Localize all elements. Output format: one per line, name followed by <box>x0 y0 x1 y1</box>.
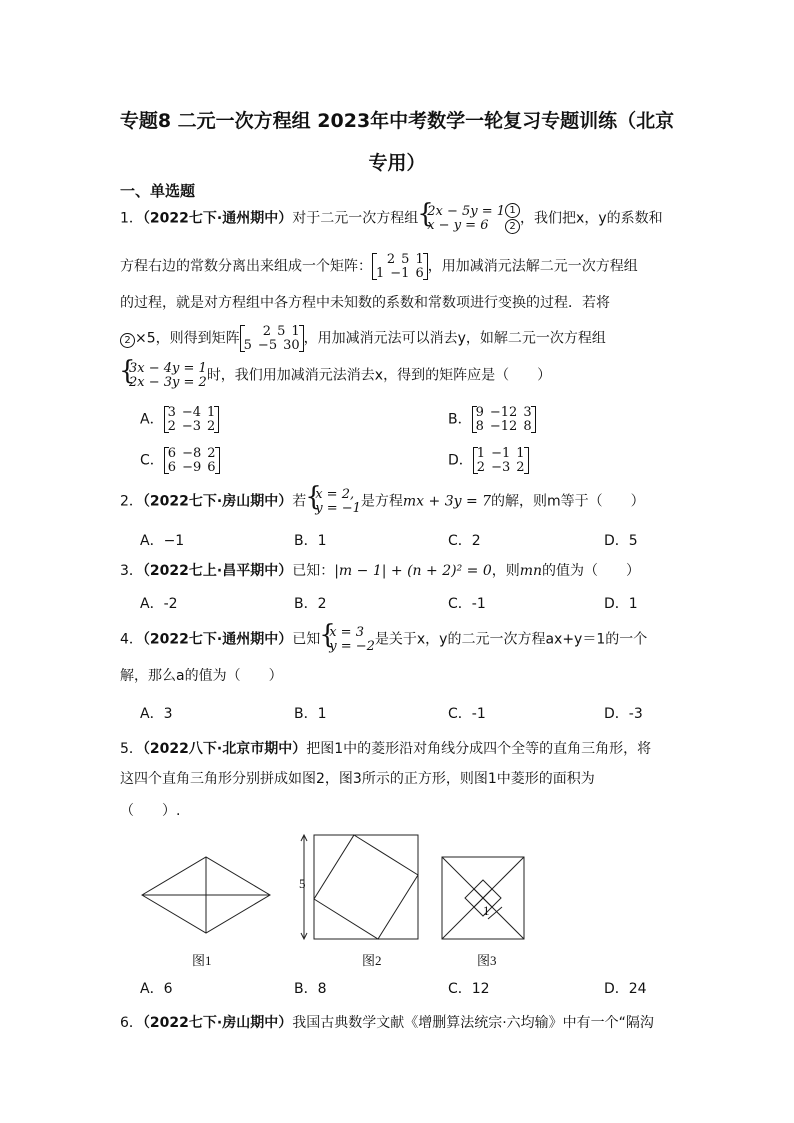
figure-1-caption: 图1 <box>192 953 212 968</box>
q1-option-c[interactable] <box>140 447 220 474</box>
q2-text: 若 <box>292 493 307 510</box>
q2-line1 <box>120 488 645 515</box>
q5-line3: （ ）. <box>120 803 181 819</box>
q4-option-b[interactable]: B．1 <box>294 706 327 722</box>
matrix-cell: 5 <box>277 324 286 339</box>
matrix-row <box>476 406 532 420</box>
q3-text2: ，则 <box>491 563 520 579</box>
matrix-row <box>376 267 424 281</box>
q1-text7: ，用加减消元法可以消去y，如解二元一次方程组 <box>303 330 606 347</box>
matrix-row <box>168 420 216 434</box>
matrix-cell: 3 <box>523 405 532 420</box>
matrix-cell: 30 <box>283 337 300 353</box>
q2-tag: （2022七下·房山期中） <box>142 493 293 510</box>
matrix-cell: 1 <box>376 265 385 281</box>
matrix-cell: 2 <box>207 446 216 461</box>
q4-system <box>320 626 375 653</box>
q6-line1 <box>120 1012 654 1032</box>
matrix-1 <box>372 253 428 280</box>
q6-text: 我国古典数学文献《增删算法统宗·六均输》中有一个“隔沟 <box>292 1015 654 1031</box>
matrix-cell: −3 <box>181 418 202 434</box>
page-title-line2: 专用） <box>368 152 426 174</box>
matrix-cell: 1 <box>476 446 486 461</box>
option-matrix <box>473 447 529 474</box>
q2-option-b[interactable]: B．1 <box>294 533 327 549</box>
matrix-cell: 6 <box>207 459 216 475</box>
q1-line4 <box>120 325 606 352</box>
figure-3-caption: 图3 <box>477 953 497 968</box>
matrix-row <box>244 339 300 353</box>
q2-option-d[interactable]: D．5 <box>604 533 638 549</box>
matrix-cell: −4 <box>181 405 202 420</box>
q3-option-c[interactable]: C．-1 <box>448 596 486 612</box>
q1-text4: ，用加减消元法解二元一次方程组 <box>427 258 638 275</box>
figure-1-rhombus <box>140 855 272 935</box>
q1-line3: 的过程，就是对方程组中各方程中未知数的系数和常数项进行变换的过程．若将 <box>120 295 610 311</box>
matrix-cell: 8 <box>523 418 532 434</box>
option-matrix <box>164 447 220 474</box>
q3-line1 <box>120 560 640 580</box>
q1-system2 <box>120 362 207 389</box>
q4-option-d[interactable]: D．-3 <box>604 706 643 722</box>
q5-option-c[interactable]: C．12 <box>448 981 490 997</box>
q2-eq2: y = −1 <box>315 500 361 516</box>
figure-2-caption: 图2 <box>362 953 382 968</box>
q4-text: 已知 <box>292 631 321 648</box>
circled-2: 2 <box>505 219 520 234</box>
q5-tag: （2022八下·北京市期中） <box>142 741 307 757</box>
q2-number: 2． <box>120 493 143 510</box>
q1-tag: （2022七下·通州期中） <box>142 210 293 227</box>
q1-line2 <box>120 253 638 280</box>
q1-option-b[interactable] <box>448 406 536 433</box>
q4-line1 <box>120 626 647 653</box>
q1-eq4: 2x − 3y = 2 <box>129 374 207 390</box>
matrix-cell: 1 <box>516 446 525 461</box>
q5-number: 5． <box>120 741 143 757</box>
q1-text3: 方程右边的常数分离出来组成一个矩阵： <box>120 258 372 275</box>
q5-line2: 这四个直角三角形分别拼成如图2，图3所示的正方形，则图1中菱形的面积为 <box>120 771 595 787</box>
section-heading: 一、单选题 <box>120 182 196 200</box>
q1-option-d[interactable] <box>448 447 529 474</box>
matrix-cell: −5 <box>257 337 278 353</box>
q4-eq2: y = −2 <box>329 638 375 654</box>
matrix-cell: 2 <box>386 252 396 267</box>
q5-option-b[interactable]: B．8 <box>294 981 327 997</box>
matrix-cell: −1 <box>390 265 410 281</box>
option-matrix <box>472 406 536 433</box>
q2-option-a[interactable]: A．−1 <box>140 533 185 549</box>
matrix-cell: 2 <box>207 418 216 434</box>
q1-text6: ×5，则得到矩阵 <box>135 330 240 347</box>
option-label: B． <box>448 411 472 428</box>
figure-3-dimension: 1 <box>483 903 490 918</box>
matrix-cell: 6 <box>167 459 177 475</box>
matrix-cell: −3 <box>491 459 511 475</box>
matrix-row <box>477 461 525 475</box>
q1-number: 1． <box>120 210 143 227</box>
matrix-cell: 1 <box>291 324 300 339</box>
q3-number: 3． <box>120 563 143 579</box>
matrix-cell: −8 <box>182 446 202 461</box>
matrix-cell: 5 <box>401 252 410 267</box>
q1-line1 <box>120 203 663 234</box>
q5-line1 <box>120 738 651 758</box>
matrix-row <box>476 420 532 434</box>
matrix-2 <box>240 325 304 352</box>
q1-text2: ，我们把x，y的系数和 <box>520 210 663 227</box>
q1-line5 <box>120 362 551 389</box>
q4-number: 4． <box>120 631 143 648</box>
q1-eq2: x − y = 6 <box>427 217 489 233</box>
matrix-cell: −12 <box>489 405 518 420</box>
q2-option-c[interactable]: C．2 <box>448 533 481 549</box>
matrix-cell: 1 <box>207 405 216 420</box>
q4-eq1: { x = 3 <box>329 625 364 640</box>
q1-text: 对于二元一次方程组 <box>292 210 419 227</box>
q4-option-a[interactable]: A．3 <box>140 706 173 722</box>
figure-3-square <box>440 855 526 941</box>
q3-option-b[interactable]: B．2 <box>294 596 327 612</box>
q2-eq1: { x = 2, <box>315 487 355 502</box>
q4-text2: 是关于x，y的二元一次方程ax+y＝1的一个 <box>374 631 648 648</box>
matrix-cell: −9 <box>182 459 202 475</box>
matrix-row <box>168 447 216 461</box>
q5-option-d[interactable]: D．24 <box>604 981 647 997</box>
matrix-row <box>168 461 216 475</box>
option-label: D． <box>448 452 473 469</box>
q3-option-a[interactable]: A．-2 <box>140 596 178 612</box>
q3-equation: |m − 1| + (n + 2)² = 0 <box>334 563 492 579</box>
q1-text8: 时，我们用加减消元法消去x，得到的矩阵应是（ ） <box>206 367 552 384</box>
matrix-cell: 6 <box>167 446 177 461</box>
matrix-cell: −1 <box>491 446 511 461</box>
q4-tag: （2022七下·通州期中） <box>142 631 293 648</box>
matrix-cell: 5 <box>243 337 252 353</box>
q3-tag: （2022七上·昌平期中） <box>142 563 293 579</box>
matrix-cell: 6 <box>415 265 424 281</box>
figure-2-square <box>296 833 436 941</box>
matrix-row <box>477 447 525 461</box>
option-label: A． <box>140 411 164 428</box>
q1-eq1: { 2x − 5y = 1 <box>427 203 506 219</box>
matrix-cell: 9 <box>475 405 484 420</box>
figure-2-dimension: 5 <box>299 876 306 891</box>
option-matrix <box>164 406 220 433</box>
matrix-cell: 2 <box>262 324 272 339</box>
q1-eq3: { 3x − 4y = 1 <box>129 361 207 376</box>
option-label: C． <box>140 452 164 469</box>
q3-option-d[interactable]: D．1 <box>604 596 638 612</box>
q5-option-a[interactable]: A．6 <box>140 981 173 997</box>
q1-system <box>418 205 505 232</box>
q2-equation: mx + 3y = 7 <box>402 493 492 510</box>
q4-line2: 解，那么a的值为（ ） <box>120 668 283 684</box>
q1-option-a[interactable] <box>140 406 219 433</box>
q2-text3: 的解，则m等于（ ） <box>491 493 645 510</box>
q2-system <box>306 488 361 515</box>
q5-text: 把图1中的菱形沿对角线分成四个全等的直角三角形，将 <box>306 741 652 757</box>
page-title-line1: 专题8 二元一次方程组 2023年中考数学一轮复习专题训练（北京 <box>119 110 675 132</box>
matrix-cell: 2 <box>167 418 176 434</box>
circled-1: 1 <box>505 203 520 218</box>
circled-2: 2 <box>120 333 135 348</box>
q6-tag: （2022七下·房山期中） <box>142 1015 293 1031</box>
q3-text3: 的值为（ ） <box>542 563 641 579</box>
matrix-cell: 1 <box>415 252 424 267</box>
matrix-row <box>376 253 424 267</box>
matrix-cell: 2 <box>516 459 525 475</box>
matrix-cell: 3 <box>167 405 176 420</box>
matrix-cell: 2 <box>476 459 486 475</box>
q3-text: 已知： <box>292 563 335 579</box>
matrix-row <box>244 325 300 339</box>
q3-mn: mn <box>519 563 543 579</box>
matrix-cell: 8 <box>475 418 484 434</box>
q2-text2: 是方程 <box>360 493 403 510</box>
matrix-cell: −12 <box>489 418 518 434</box>
q4-option-c[interactable]: C．-1 <box>448 706 486 722</box>
matrix-row <box>168 406 216 420</box>
q6-number: 6． <box>120 1015 143 1031</box>
